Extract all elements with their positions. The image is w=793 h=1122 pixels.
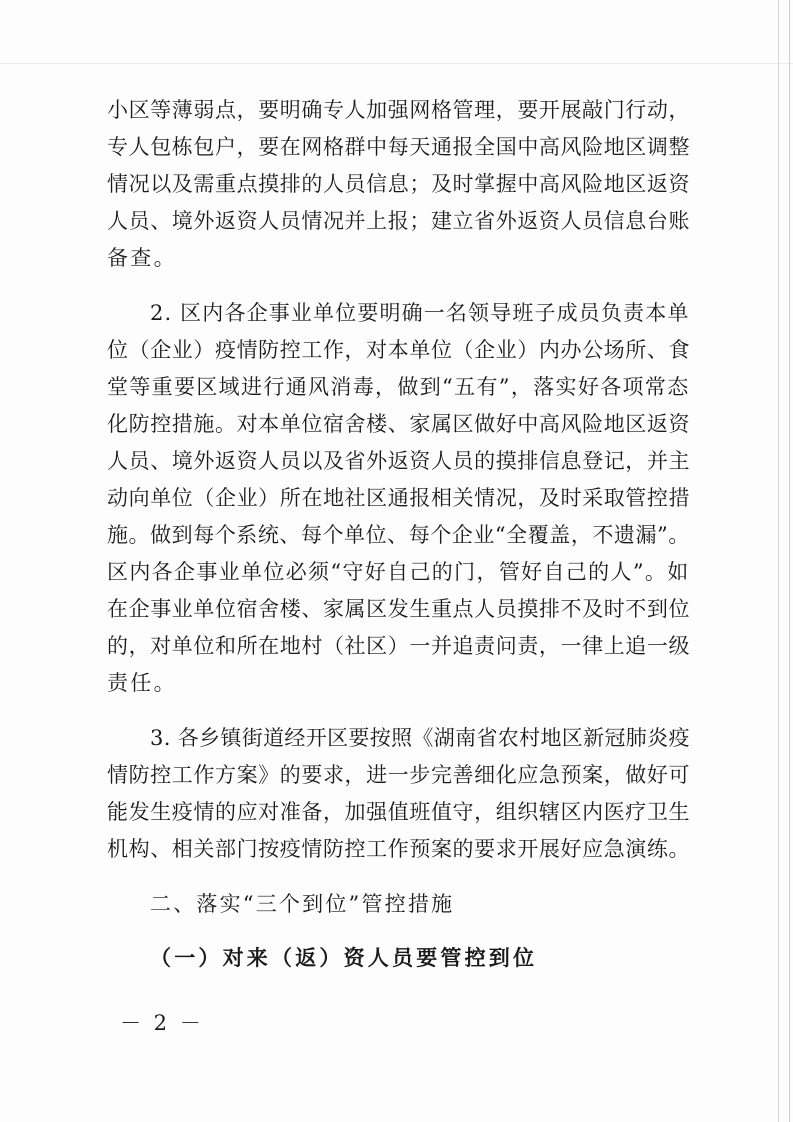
subsection-heading: （一）对来（返）资人员要管控到位 [150, 945, 538, 970]
body-line: 人员、境外返资人员情况并上报；建立省外返资人员信息台账 [107, 209, 691, 233]
body-line: 3. 各乡镇街道经开区要按照《湖南省农村地区新冠肺炎疫 [150, 726, 690, 750]
body-line: 情况以及需重点摸排的人员信息；及时掌握中高风险地区返资 [107, 172, 691, 196]
body-line: 施。做到每个系统、每个单位、每个企业“全覆盖，不遗漏”。 [107, 523, 690, 547]
body-line: 责任。 [107, 671, 177, 695]
body-line: 区内各企事业单位必须“守好自己的门，管好自己的人”。如 [107, 560, 690, 584]
body-line: 能发生疫情的应对准备，加强值班值守，组织辖区内医疗卫生 [107, 800, 691, 824]
body-line: 机构、相关部门按疫情防控工作预案的要求开展好应急演练。 [107, 837, 691, 861]
section-heading: 二、落实“三个到位”管控措施 [150, 892, 455, 916]
body-line: 位（企业）疫情防控工作，对本单位（企业）内办公场所、食 [107, 338, 691, 362]
body-line: 小区等薄弱点，要明确专人加强网格管理，要开展敲门行动， [107, 98, 691, 122]
body-line: 堂等重要区域进行通风消毒，做到“五有”，落实好各项常态 [107, 375, 690, 399]
scan-edge-right-outer [789, 0, 790, 1122]
page-number: － 2 － [120, 1011, 204, 1035]
body-line: 化防控措施。对本单位宿舍楼、家属区做好中高风险地区返资 [107, 412, 691, 436]
body-line: 备查。 [107, 246, 177, 270]
body-line: 情防控工作方案》的要求，进一步完善细化应急预案，做好可 [107, 763, 691, 787]
scan-edge-top [0, 63, 793, 64]
scan-edge-right [778, 0, 779, 1122]
body-line: 人员、境外返资人员以及省外返资人员的摸排信息登记，并主 [107, 449, 691, 473]
body-line: 专人包栋包户，要在网格群中每天通报全国中高风险地区调整 [107, 135, 691, 159]
body-line: 在企事业单位宿舍楼、家属区发生重点人员摸排不及时不到位 [107, 597, 691, 621]
body-line: 的，对单位和所在地村（社区）一并追责问责，一律上追一级 [107, 634, 691, 658]
body-line: 动向单位（企业）所在地社区通报相关情况，及时采取管控措 [107, 486, 691, 510]
body-line: 2. 区内各企事业单位要明确一名领导班子成员负责本单 [150, 301, 690, 325]
